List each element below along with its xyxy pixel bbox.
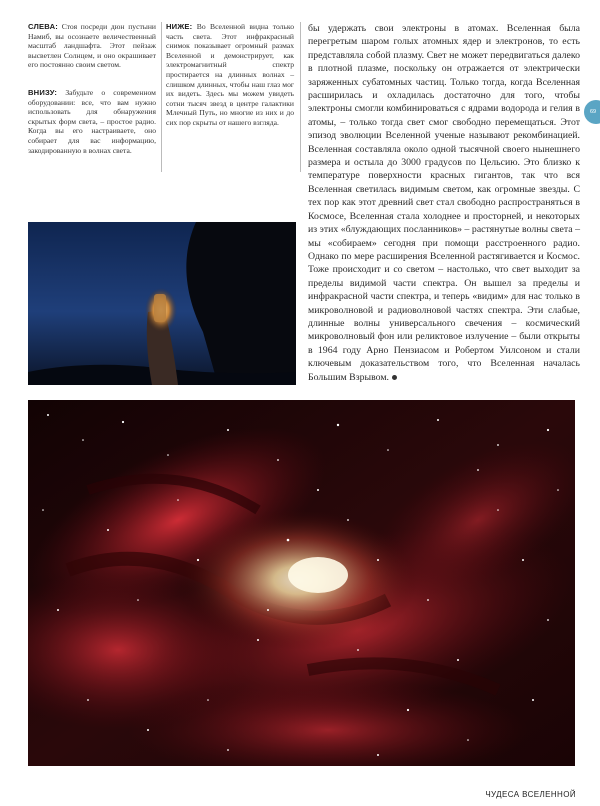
- page-number-tab: [584, 100, 600, 124]
- photo-radio-at-night: [28, 222, 296, 385]
- caption-left-label: СЛЕВА:: [28, 22, 59, 31]
- end-mark-icon: [392, 375, 397, 380]
- article-body: [308, 22, 580, 384]
- caption-below: [28, 88, 156, 155]
- article-text: бы удержать свои электроны в атомах. Вселенная была перегретым шаром голых атомных ядер и электронов, то есть представляла собой плазму. Свет не может передвигаться далеко в плотной плазме, поскольку он отражается от электрически заряженных субатомных частиц. Только тогда, когда Вселенная расширилась и охладилась достаточно для того, чтобы электроны смогли комбинироваться с ядрами водорода и гелия в атомы, – только тогда свет смог свободно перемещаться. Этот эпизод эволюции Вселенной ученые называют рекомбинацией. Вселенная составляла около одной тысячной своего нынешнего размера и остыла до 3000 градусов по Цельсию. Это близко к температуре поверхности красных гигантов, так что вся Вселенная светилась видимым светом, как огромные звезды. С тех пор как этот древний свет стал свободно распространяться в Космосе, Вселенная стала холоднее и просторней, и некоторых из этих «блуждающих посланников» – растянутые волны света – мы «собираем» сегодня при помощи расстроенного радио. Однако по мере расширения Вселенной растягивается и Космос. Тоже происходит и со светом – настолько, что свет выходит за пределы видимой части спектра. Он вышел за пределы и инфракрасной части спектра, и теперь «видим» для нас только в микроволновой и радиоволновой частях спектра. Эти слабые, длинные волны универсального свечения – космический микроволновый фон или реликтовое излучение – были открыты в 1964 году Арно Пензиасом и Робертом Уилсоном и стали ключевым доказательством того, что Вселенная началась Большим Взрывом.: [308, 23, 580, 383]
- column-divider-2: [300, 22, 301, 172]
- caption-lower-text: Во Вселенной видна только часть света. Этот инфракрасный снимок показывает огромный размах Вселенной и демонстрирует, как электромагнитный спектр простирается на длинных волнах – слишком длинных, чтобы наш глаз мог их видеть. Здесь мы можем увидеть сотни тысяч звезд в центре галактики Млечный Путь, но многие из них и до сих пор скрыты от нашего взгляда.: [166, 22, 294, 127]
- caption-below-text: Забудьте о современном оборудовании: все, что вам нужно использовать для обнаружения скрытых форм света, – простое радио. Когда вы его настраиваете, оно собирает для вас информацию, закодированную в волнах света.: [28, 88, 156, 155]
- caption-lower: [166, 22, 294, 128]
- caption-below-label: ВНИЗУ:: [28, 88, 58, 97]
- photo-milky-way-illustration: [28, 400, 575, 766]
- page-number: 69: [590, 109, 597, 115]
- caption-left: [28, 22, 156, 70]
- caption-lower-label: НИЖЕ:: [166, 22, 193, 31]
- footer-running-title: ЧУДЕСА ВСЕЛЕННОЙ: [485, 790, 576, 799]
- caption-left-text: Стоя посреди дюн пустыни Намиб, вы осознаете величественный масштаб ландшафта. Этот пейзаж высветлен Солнцем, и оно окрашивает его постоянно своим светом.: [28, 22, 156, 70]
- photo-infrared-milky-way: [28, 400, 575, 766]
- photo-radio-illustration: [28, 222, 296, 385]
- column-divider-1: [161, 22, 162, 172]
